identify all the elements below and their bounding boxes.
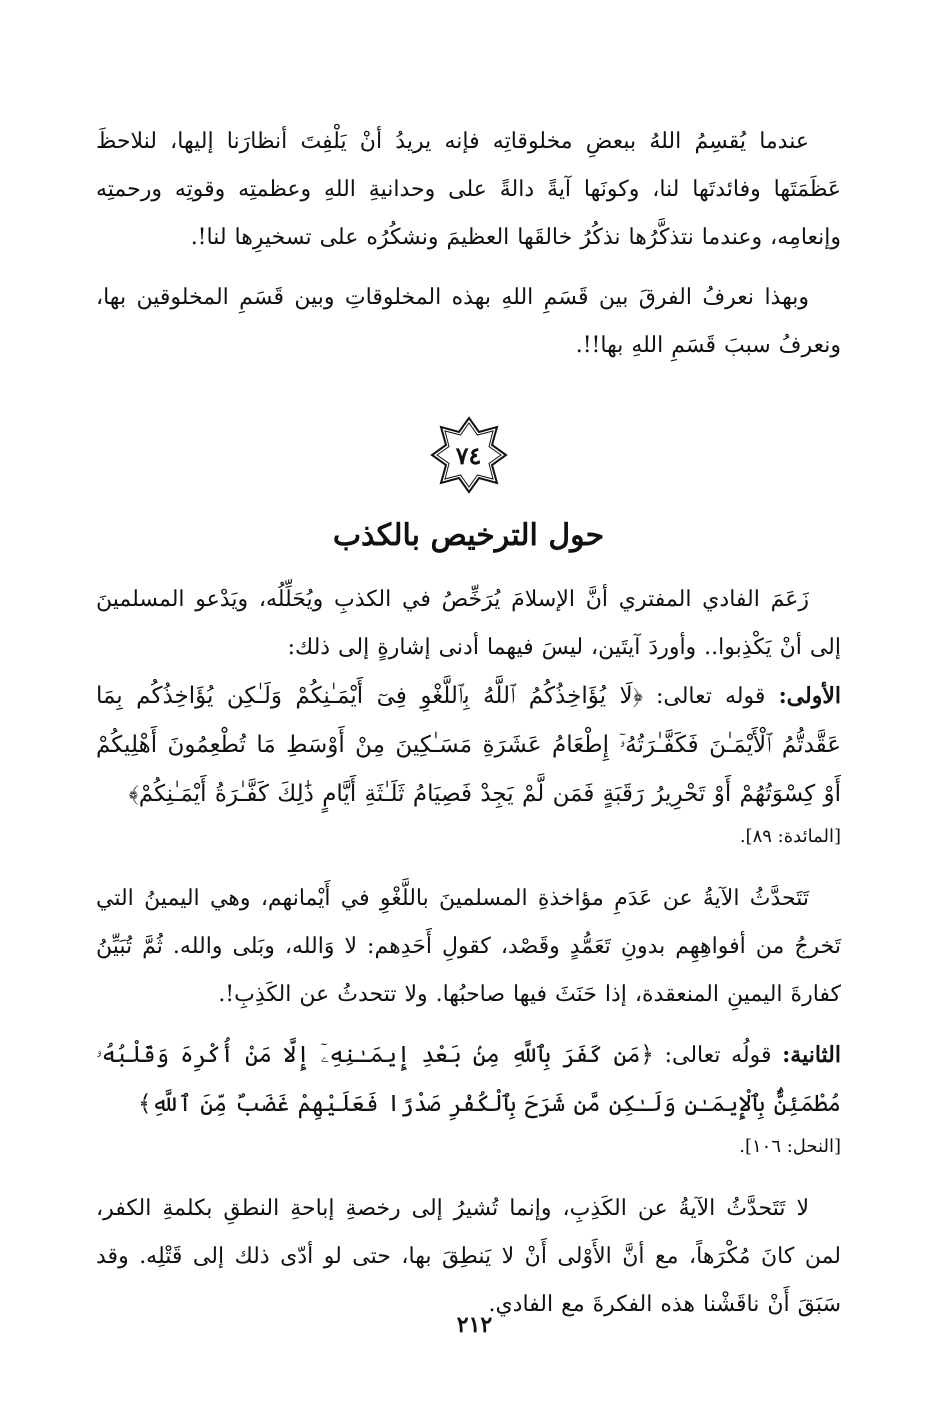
section-number-badge [96,400,841,510]
first-verse-text: ﴿لَا يُؤَاخِذُكُمُ ٱللَّهُ بِٱللَّغْوِ فِىٓ أَيْمَـٰنِكُمْ وَلَـٰكِن يُؤَاخِذُكُم بِمَا عَقَّدتُّمُ ٱلْأَيْمَـٰنَ فَكَفَّـٰرَتُهُۥٓ إِطْعَامُ عَشَرَةِ مَسَـٰكِينَ مِنْ أَوْسَطِ مَا تُطْعِمُونَ أَهْلِيكُمْ أَوْ كِسْوَتُهُمْ أَوْ تَحْرِيرُ رَقَبَةٍ فَمَن لَّمْ يَجِدْ فَصِيَامُ ثَلَـٰثَةِ أَيَّامٍ ذَٰلِكَ كَفَّـٰرَةُ أَيْمَـٰنِكُمْ﴾ [96,683,841,807]
first-verse-reference: [المائدة: ٨٩]. [739,826,841,847]
second-verse-text: ﴿مَن كَفَرَ بِٱللَّهِ مِنۢ بَعْدِ إِيمَـٰنِهِۦٓ إِلَّا مَنْ أُكْرِهَ وَقَلْبُهُۥ مُطْمَئِنٌّۢ بِٱلْإِيمَـٰنِ وَلَـٰكِن مَّن شَرَحَ بِٱلْكُفْرِ صَدْرًا فَعَلَيْهِمْ غَضَبٌ مِّنَ ٱللَّهِ﴾ [96,1042,841,1117]
first-verse-label: الأولى: [778,683,842,709]
first-verse-paragraph [96,672,841,819]
second-verse-paragraph [96,1031,841,1129]
second-verse-intro: قولُه تعالى: [664,1043,772,1068]
claim-paragraph: زَعَمَ الفادي المفتري أنَّ الإسلامَ يُرَخِّصُ في الكذبِ ويُحَلِّلُه، ويَدْعو المسلمينَ إلى أنْ يَكْذِبوا.. وأوردَ آيتَين، ليسَ فيهما أدنى إشارةٍ إلى ذلك: [96,587,841,660]
intro-paragraph-2: وبهذا نعرفُ الفرقَ بين قَسَمِ اللهِ بهذه المخلوقاتِ وبين قَسَمِ المخلوقين بها، ونعرفُ سببَ قَسَمِ اللهِ بها!!. [96,285,841,358]
section-number: ٧٤ [455,440,482,470]
first-explanation: تَتَحدَّثُ الآيةُ عن عَدَمِ مؤاخذةِ المسلمينَ باللَّغْوِ في أَيْمانهم، وهي اليمينُ التي تَخرجُ من أفواهِهِم بدونِ تَعَمُّدٍ وقَصْد، كقولِ أَحَدِهم: لا وَالله، وبَلى والله. ثُمَّ تُبَيِّنُ كفارةَ اليمينِ المنعقدة، إذا حَنَثَ فيها صاحبُها. ولا تتحدثُ عن الكَذِبِ!. [96,886,841,1007]
second-verse-reference: [النحل: ١٠٦]. [739,1136,841,1157]
section-title: حول الترخيص بالكذب [332,518,605,553]
intro-paragraph-1: عندما يُقسِمُ اللهُ ببعضِ مخلوقاتِه فإنه يريدُ أنْ يَلْفِتَ أنظارَنا إليها، لنلاحظَ عَظَمَتَها وفائدتَها لنا، وكونَها آيةً دالةً على وحدانيةِ اللهِ وعظمتِه وقوتِه ورحمتِه وإنعامِه، وعندما نتذكَّرُها نذكُرُ خالقَها العظيمَ ونشكُرُه على تسخيرِها لنا!. [96,129,841,250]
page-number: ٢١٢ [456,1312,493,1338]
second-explanation: لا تَتَحدَّثُ الآيةُ عن الكَذِبِ، وإنما تُشيرُ إلى رخصةِ إباحةِ النطقِ بكلمةِ الكفر، لمن كانَ مُكْرَهاً، مع أنَّ الأَوْلى أَنْ لا يَنطِقَ بها، حتى لو أدّى ذلك إلى قَتْلِه. وقد سَبَقَ أَنْ ناقَشْنا هذه الفكرةَ مع الفادي. [96,1196,841,1317]
first-verse-intro: قوله تعالى: [655,684,766,709]
page-body [96,118,841,1329]
second-verse-label: الثانية: [782,1042,841,1068]
